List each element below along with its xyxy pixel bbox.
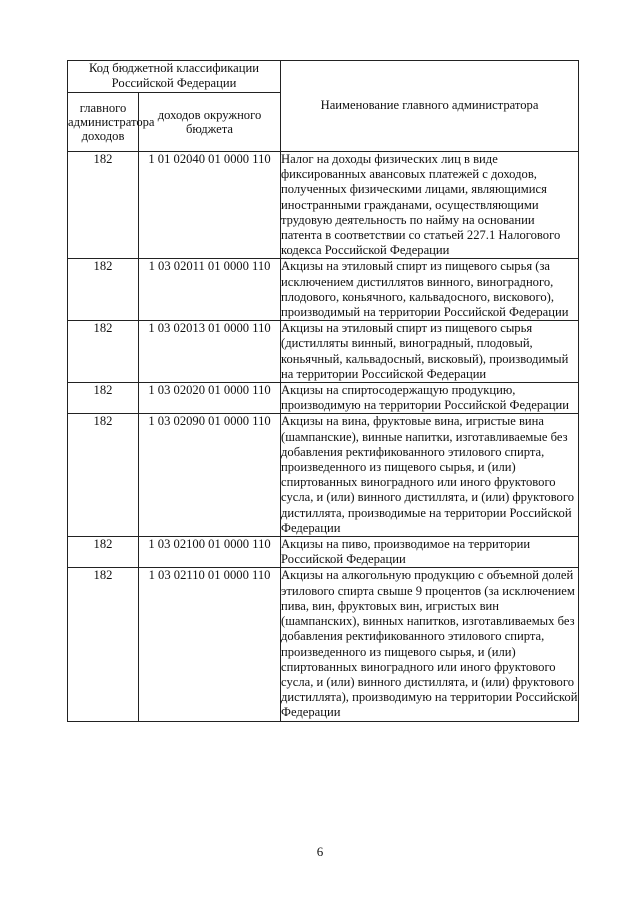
revenue-code-cell: 1 03 02020 01 0000 110	[139, 383, 281, 414]
administrator-name-cell: Акцизы на этиловый спирт из пищевого сырья (за исключением дистиллятов винного, виноградного, плодового, коньячного, кальвадосного, вискового), производимый на территории Российской Федерации	[281, 259, 579, 321]
table-row	[68, 321, 579, 383]
administrator-name-cell: Акцизы на пиво, производимое на территории Российской Федерации	[281, 537, 579, 568]
revenue-code-cell: 1 03 02013 01 0000 110	[139, 321, 281, 383]
table-row	[68, 259, 579, 321]
admin-code-cell: 182	[68, 383, 139, 414]
header-chief-administrator: главного администратора доходов	[68, 93, 139, 152]
table-row	[68, 414, 579, 537]
admin-code-cell: 182	[68, 259, 139, 321]
revenue-code-cell: 1 03 02011 01 0000 110	[139, 259, 281, 321]
administrator-name-cell: Акцизы на алкогольную продукцию с объемной долей этилового спирта свыше 9 процентов (за исключением пива, вин, фруктовых вин, игристых вин (шампанских), винных напитков, изготавливаемых без добавления ректификованного этилового спирта, произведенного из пищевого сырья, и (или) спиртованных виноградного или иного фруктового сусла, и (или) винного дистиллята, и (или) фруктового дистиллята), производимую на территории Российской Федерации	[281, 568, 578, 720]
admin-code-cell: 182	[68, 152, 139, 259]
table-row	[68, 383, 579, 414]
table-header-row	[68, 61, 579, 93]
table-row	[68, 152, 579, 259]
revenue-code-cell: 1 01 02040 01 0000 110	[139, 152, 281, 259]
revenue-code-cell: 1 03 02090 01 0000 110	[139, 414, 281, 537]
header-budget-code-group: Код бюджетной классификации Российской Федерации	[68, 61, 281, 93]
header-district-budget-revenue: доходов окружного бюджета	[139, 93, 281, 152]
admin-code-cell: 182	[68, 321, 139, 383]
administrator-name-cell: Акцизы на спиртосодержащую продукцию, производимую на территории Российской Федерации	[281, 383, 579, 414]
table-row	[68, 568, 579, 721]
revenue-code-cell: 1 03 02110 01 0000 110	[139, 568, 281, 721]
administrator-name-cell: Налог на доходы физических лиц в виде фиксированных авансовых платежей с доходов, полученных физическими лицами, являющимися иностранными гражданами, осуществляющими трудовую деятельность по найму на основании патента в соответствии со статьей 227.1 Налогового кодекса Российской Федерации	[281, 152, 579, 259]
admin-code-cell: 182	[68, 414, 139, 537]
header-administrator-name: Наименование главного администратора	[281, 61, 579, 152]
administrator-name-cell: Акцизы на вина, фруктовые вина, игристые вина (шампанские), винные напитки, изготавливаемые без добавления ректификованного этилового спирта, произведенного из пищевого сырья, и (или) спиртованных виноградного или иного фруктового сусла, и (или) винного дистиллята, и (или) фруктового дистиллята, производимые на территории Российской Федерации	[281, 414, 579, 537]
admin-code-cell: 182	[68, 537, 139, 568]
admin-code-cell: 182	[68, 568, 139, 721]
budget-classification-table	[67, 60, 579, 722]
administrator-name-cell: Акцизы на этиловый спирт из пищевого сырья (дистилляты винный, виноградный, плодовый, коньячный, кальвадосный, висковый), производимый на территории Российской Федерации	[281, 321, 579, 383]
table-row	[68, 537, 579, 568]
page-number: 6	[316, 844, 324, 859]
revenue-code-cell: 1 03 02100 01 0000 110	[139, 537, 281, 568]
